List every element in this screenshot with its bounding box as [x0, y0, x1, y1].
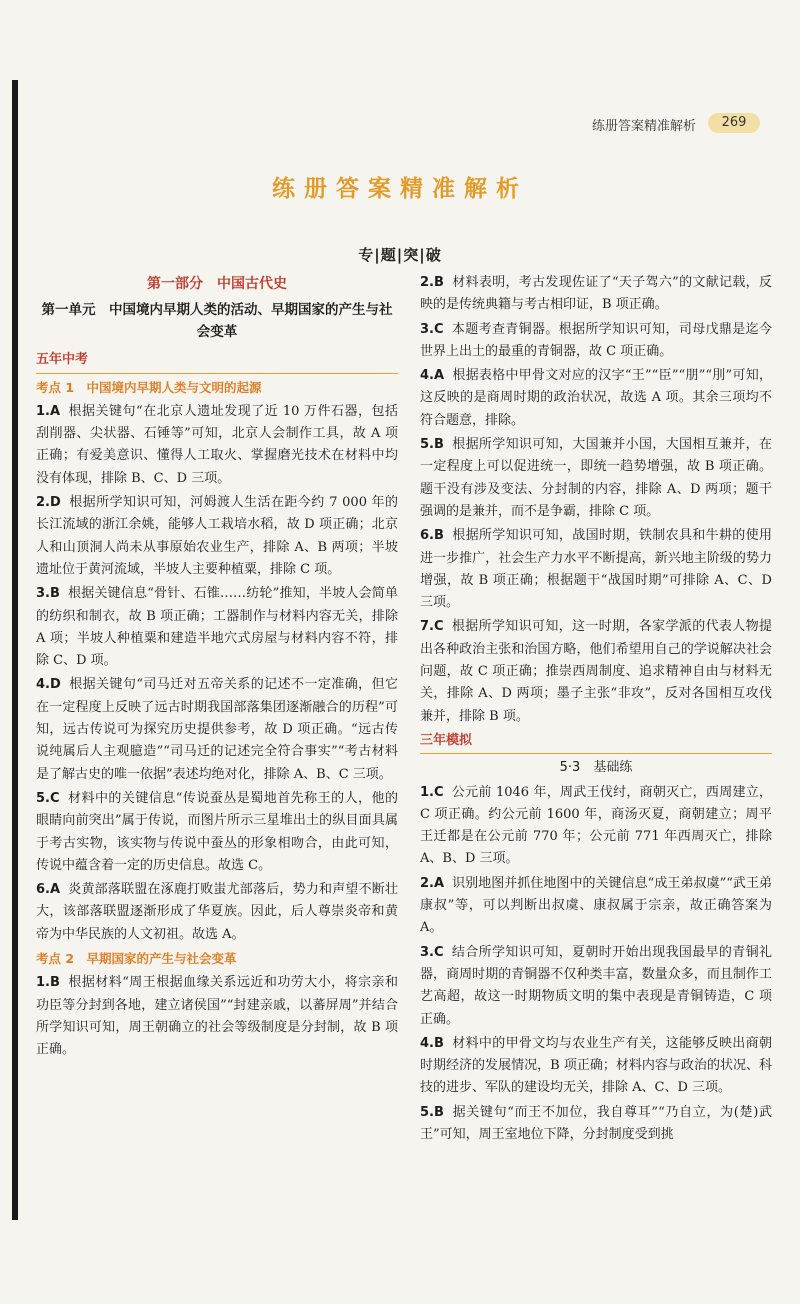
topic-heading: 考点 2 早期国家的产生与社会变革 — [36, 951, 237, 967]
answer-item — [420, 1102, 772, 1147]
answer-text: 根据所学知识可知，这一时期，各家学派的代表人物提出各种政治主张和治国方略，他们希望用自己的学说解决社会问题，故 C 项正确；推崇西周制度、追求精神自由与材料无关，排除 A、D 两项；墨子主张“非攻”，反对各国相互攻伐兼并，排除 B 项。 — [420, 619, 772, 724]
answer-number: 3.C — [420, 944, 444, 960]
answer-number: 4.A — [420, 368, 445, 384]
answer-item — [420, 942, 772, 1031]
answer-text: 本题考查青铜器。根据所学知识可知，司母戊鼎是迄今世界上出土的最重的青铜器，故 C 项正确。 — [420, 321, 772, 359]
answer-item — [420, 272, 772, 317]
answer-text: 材料中的甲骨文均与农业生产有关，这能够反映出商朝时期经济的发展情况，B 项正确；材料内容与政治的状况、科技的进步、军队的建设均无关，排除 A、C、D 三项。 — [420, 1035, 772, 1096]
answer-text: 根据所学知识可知，大国兼并小国，大国相互兼并，在一定程度上可以促进统一，即统一趋势增强，故 B 项正确。题干没有涉及变法、分封制的内容，排除 A、D 两项；题干强调的是兼并，而不是争霸，排除 C 项。 — [420, 437, 772, 519]
answer-text: 根据表格中甲骨文对应的汉字“王”“臣”“朋”“刖”可知，这反映的是商周时期的政治状况，故选 A 项。其余三项均不符合题意，排除。 — [420, 368, 772, 428]
answer-text: 公元前 1046 年，周武王伐纣，商朝灭亡，西周建立，C 项正确。约公元前 1600 年，商汤灭夏，商朝建立；周平王迁都是在公元前 770 年；公元前 771 年西周灭亡，排除 A、B、D 三项。 — [420, 784, 772, 867]
answer-number: 2.A — [420, 875, 445, 891]
part-heading: 第一部分 中国古代史 — [147, 276, 287, 292]
answer-number: 2.D — [36, 495, 61, 511]
answer-number: 4.B — [420, 1035, 444, 1051]
answer-number: 3.C — [420, 321, 444, 337]
answer-item — [36, 401, 398, 490]
answer-text: 材料表明，考古发现佐证了“天子驾六”的文献记载，反映的是传统典籍与考古相印证，B 项正确。 — [420, 275, 772, 313]
subsection-heading: 5·3 基础练 — [559, 760, 633, 776]
answer-item — [420, 1033, 772, 1100]
answer-item — [36, 879, 398, 946]
answer-number: 2.B — [420, 275, 444, 290]
answer-text: 根据关键句“在北京人遗址发现了近 10 万件石器，包括刮削器、尖状器、石锤等”可知，北京人会制作工具，故 A 项正确；有爱美意识、懂得人工取火、掌握磨光技术在材料中均没有体现，排除 B、C、D 三项。 — [36, 403, 398, 486]
answer-item — [420, 782, 772, 871]
answer-number: 5.C — [36, 790, 60, 806]
answer-item — [420, 525, 772, 614]
answer-text: 据关键句“而王不加位，我自尊耳”“乃自立，为(楚)武王”可知，周王室地位下降，分封制度受到挑 — [420, 1104, 772, 1142]
answer-number: 5.B — [420, 437, 444, 453]
answer-number: 5.B — [420, 1104, 444, 1120]
right-column — [420, 272, 772, 1148]
answer-text: 结合所学知识可知，夏朝时开始出现我国最早的青铜礼器，商周时期的青铜器不仅种类丰富，数量众多，而且制作工艺高超，故这一时期物质文明的集中表现是青铜铸造，C 项正确。 — [420, 944, 772, 1027]
topic-heading: 考点 1 中国境内早期人类与文明的起源 — [36, 379, 262, 395]
answer-item — [36, 583, 398, 672]
answer-text: 根据所学知识可知，河姆渡人生活在距今约 7 000 年的长江流域的浙江余姚，能够人工栽培水稻，故 D 项正确；北京人和山顶洞人尚未从事原始农业生产，排除 A、B 两项；半坡遗址位于黄河流域，半坡人主要种植粟，排除 C 项。 — [36, 495, 398, 577]
page-number-badge: 269 — [708, 113, 760, 133]
block-heading: 五年中考 — [36, 349, 398, 373]
answer-text: 根据材料“周王根据血缘关系远近和功劳大小，将宗亲和功臣等分封到各地，建立诸侯国”“封建亲戚，以蕃屏周”并结合所学知识可知，周王朝确立的社会等级制度是分封制，故 B 项正确。 — [36, 975, 398, 1058]
answer-item — [36, 492, 398, 581]
page-title: 练册答案精准解析 — [272, 176, 528, 202]
answer-text: 炎黄部落联盟在涿鹿打败蚩尤部落后，势力和声望不断壮大，该部落联盟逐渐形成了华夏族。因此，后人尊崇炎帝和黄帝为中华民族的人文初祖。故选 A。 — [36, 882, 398, 942]
section-heading: 专|题|突|破 — [358, 246, 442, 264]
answer-item — [420, 319, 772, 364]
answer-item — [36, 674, 398, 785]
answer-item — [36, 972, 398, 1061]
answer-item — [420, 365, 772, 432]
answer-number: 1.C — [420, 784, 444, 800]
left-column — [36, 272, 398, 1064]
answer-number: 7.C — [420, 619, 444, 635]
answer-text: 根据所学知识可知，战国时期，铁制农具和牛耕的使用进一步推广，社会生产力水平不断提高，新兴地主阶级的势力增强，故 B 项正确；根据题干“战国时期”可排除 A、C、D 三项。 — [420, 528, 772, 611]
answer-text: 根据关键句“司马迁对五帝关系的记述不一定准确，但它在一定程度上反映了远古时期我国部落集团逐渐融合的历程”可知，远古传说可为探究历史提供参考，故 D 项正确。“远古传说纯属后人主观臆造”“司马迁的记述完全符合事实”“考古材料是了解古史的唯一依据”表述均绝对化，排除 A、B、C 三项。 — [36, 677, 398, 782]
answer-item — [420, 873, 772, 940]
running-header: 练册答案精准解析 — [592, 119, 697, 134]
answer-number: 3.B — [36, 586, 60, 602]
answer-number: 4.D — [36, 677, 61, 693]
answer-text: 识别地图并抓住地图中的关键信息“成王弟叔虞”“武王弟康叔”等，可以判断出叔虞、康叔属于宗亲，故正确答案为 A。 — [420, 875, 772, 936]
answer-item — [420, 616, 772, 727]
block-heading: 三年模拟 — [420, 730, 772, 754]
answer-number: 1.B — [36, 975, 60, 991]
answer-text: 根据关键信息“骨针、石锥……纺轮”推知，半坡人会简单的纺织和制衣，故 B 项正确；工器制作与材料内容无关，排除 A 项；半坡人种植粟和建造半地穴式房屋与材料内容不符，排除 C、D 项。 — [36, 586, 398, 669]
answer-number: 1.A — [36, 403, 61, 419]
answer-number: 6.B — [420, 528, 444, 544]
answer-text: 材料中的关键信息“传说蚕丛是蜀地首先称王的人，他的眼睛向前突出”属于传说，而图片所示三星堆出土的纵目面具属于考古实物，该实物与传说中蚕丛的形象相吻合，由此可知，传说中蕴含着一定的历史信息。故选 C。 — [36, 790, 398, 873]
unit-heading: 第一单元 中国境内早期人类的活动、早期国家的产生与社会变革 — [41, 302, 393, 341]
answer-item — [36, 788, 398, 877]
answer-item — [420, 434, 772, 523]
answer-number: 6.A — [36, 882, 61, 898]
